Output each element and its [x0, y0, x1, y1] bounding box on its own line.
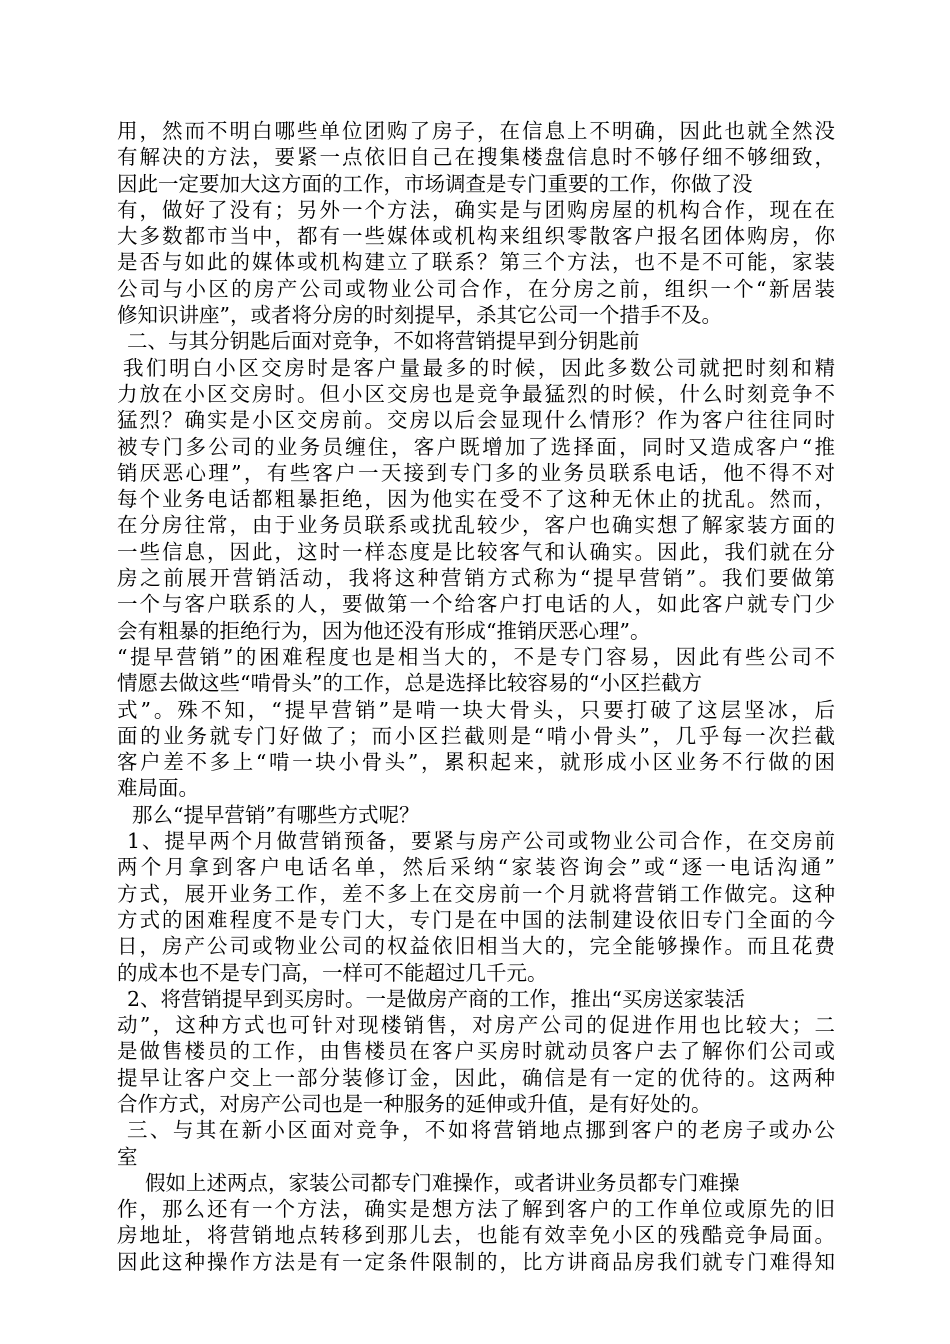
text-line: 方式，展开业务工作，差不多上在交房前一个月就将营销工作做完。这种: [117, 881, 835, 906]
text-line: 被专门多公司的业务员缠住，客户既增加了选择面，同时又造成客户“推: [117, 434, 835, 459]
text-line: 大多数都市当中，都有一些媒体或机构来组织零散客户报名团体购房，你: [117, 224, 835, 249]
text-line: 有，做好了没有；另外一个方法，确实是与团购房屋的机构合作，现在在: [117, 197, 835, 222]
text-line: 提早让客户交上一部分装修订金，因此，确信是有一定的优待的。这两种: [117, 1065, 835, 1090]
text-line: 1、提早两个月做营销预备，要紧与房产公司或物业公司合作，在交房前: [127, 829, 835, 854]
text-line: 三、与其在新小区面对竞争，不如将营销地点挪到客户的老房子或办公: [127, 1118, 835, 1143]
text-line: 房之前展开营销活动，我将这种营销方式称为“提早营销”。我们要做第: [117, 566, 835, 591]
text-line: 的成本也不是专门高，一样可不能超过几千元。: [117, 960, 548, 985]
text-line: 合作方式，对房产公司也是一种服务的延伸或升值，是有好处的。: [117, 1091, 712, 1116]
text-line: 室: [117, 1144, 138, 1169]
text-line: 因此一定要加大这方面的工作，市场调查是专门重要的工作，你做了没: [117, 171, 753, 196]
text-line: 那么“提早营销”有哪些方式呢？: [132, 802, 420, 827]
text-line: 式”。殊不知，“提早营销”是啃一块大骨头，只要打破了这层坚冰，后: [117, 697, 835, 722]
text-line: 日，房产公司或物业公司的权益依旧相当大的，完全能够操作。而且花费: [117, 934, 835, 959]
text-line: 情愿去做这些“啃骨头”的工作，总是选择比较容易的“小区拦截方: [117, 671, 702, 696]
text-line: 每个业务电话都粗暴拒绝，因为他实在受不了这种无休止的扰乱。然而，: [117, 487, 835, 512]
text-line: 房地址，将营销地点转移到那儿去，也能有效幸免小区的残酷竞争局面。: [117, 1223, 835, 1248]
text-line: 动”，这种方式也可针对现楼销售，对房产公司的促进作用也比较大；二: [117, 1013, 835, 1038]
text-line: 因此这种操作方法是有一定条件限制的，比方讲商品房我们就专门难得知: [117, 1249, 835, 1274]
text-line: 力放在小区交房时。但小区交房也是竞争最猛烈的时候，什么时刻竞争不: [117, 381, 835, 406]
text-line: 我们明白小区交房时是客户量最多的时候，因此多数公司就把时刻和精: [123, 355, 835, 380]
text-line: 公司与小区的房产公司或物业公司合作，在分房之前，组织一个“新居装: [117, 276, 835, 301]
text-line: 是否与如此的媒体或机构建立了联系？第三个方法，也不是不可能，家装: [117, 250, 835, 275]
text-line: 作，那么还有一个方法，确实是想方法了解到客户的工作单位或原先的旧: [117, 1197, 835, 1222]
text-line: 客户差不多上“啃一块小骨头”，累积起来，就形成小区业务不行做的困: [117, 750, 835, 775]
text-line: 有解决的方法，要紧一点依旧自己在搜集楼盘信息时不够仔细不够细致，: [117, 145, 835, 170]
text-line: 两个月拿到客户电话名单，然后采纳“家装咨询会”或“逐一电话沟通”: [117, 855, 835, 880]
text-line: 销厌恶心理”，有些客户一天接到专门多的业务员联系电话，他不得不对: [117, 460, 835, 485]
document-body: [117, 118, 835, 1275]
text-line: 一些信息，因此，这时一样态度是比较客气和认确实。因此，我们就在分: [117, 539, 835, 564]
text-line: 猛烈？确实是小区交房前。交房以后会显现什么情形？作为客户往往同时: [117, 408, 835, 433]
text-line: 方式的困难程度不是专门大，专门是在中国的法制建设依旧专门全面的今: [117, 907, 835, 932]
text-line: 面的业务就专门好做了；而小区拦截则是“啃小骨头”，几乎每一次拦截: [117, 723, 835, 748]
text-line: 在分房往常，由于业务员联系或扰乱较少，客户也确实想了解家装方面的: [117, 513, 835, 538]
text-line: 用，然而不明白哪些单位团购了房子，在信息上不明确，因此也就全然没: [117, 119, 835, 143]
text-line: “提早营销”的困难程度也是相当大的，不是专门容易，因此有些公司不: [117, 644, 835, 669]
text-line: 2、将营销提早到买房时。一是做房产商的工作，推出“买房送家装活: [127, 986, 746, 1011]
text-line: 一个与客户联系的人，要做第一个给客户打电话的人，如此客户就专门少: [117, 592, 835, 617]
text-line: 假如上述两点，家装公司都专门难操作，或者讲业务员都专门难操: [145, 1170, 740, 1195]
text-line: 二、与其分钥匙后面对竞争，不如将营销提早到分钥匙前: [127, 329, 640, 354]
text-line: 会有粗暴的拒绝行为，因为他还没有形成“推销厌恶心理”。: [117, 618, 651, 643]
text-line: 修知识讲座”，或者将分房的时刻提早，杀其它公司一个措手不及。: [117, 303, 722, 328]
text-line: 是做售楼员的工作，由售楼员在客户买房时就动员客户去了解你们公司或: [117, 1039, 835, 1064]
text-line: 难局面。: [117, 776, 199, 801]
